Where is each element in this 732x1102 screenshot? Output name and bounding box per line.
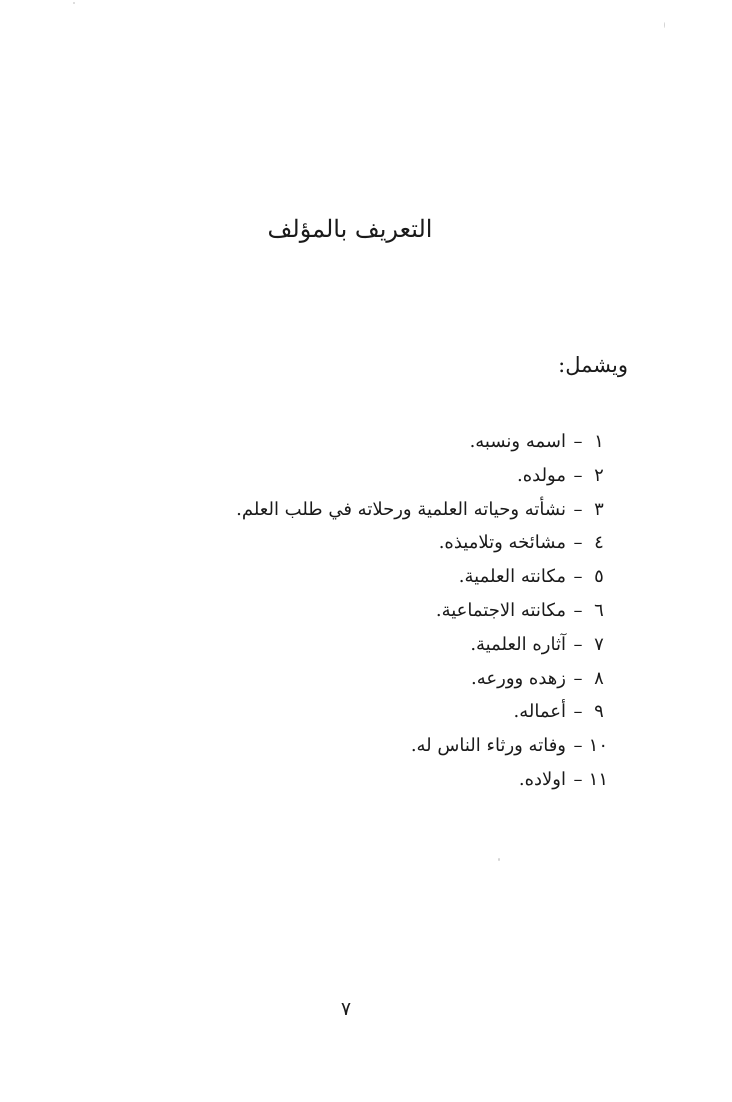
item-dash: – — [573, 768, 583, 790]
item-text: اسمه ونسبه. — [469, 431, 566, 452]
list-item — [236, 695, 608, 729]
item-number: ١١ — [588, 768, 608, 790]
item-number: ١٠ — [588, 735, 608, 757]
item-number: ٨ — [594, 667, 604, 689]
item-text: زهده وورعه. — [471, 667, 566, 689]
item-dash: – — [573, 464, 583, 486]
item-dash: – — [573, 431, 583, 452]
list-item — [236, 493, 608, 527]
item-text: مكانته الاجتماعية. — [435, 599, 566, 621]
intro-label: ويشمل: — [558, 353, 628, 377]
item-number: ٣ — [594, 498, 604, 520]
list-item — [236, 560, 608, 594]
scan-speck — [498, 858, 500, 861]
item-text: مكانته العلمية. — [458, 566, 566, 588]
item-text: اولاده. — [518, 768, 566, 790]
item-dash: – — [573, 633, 583, 655]
list-item — [236, 763, 608, 797]
item-number: ١ — [594, 431, 604, 452]
list-item — [236, 594, 608, 628]
item-dash: – — [573, 667, 583, 689]
item-dash: – — [573, 701, 583, 723]
list-item — [236, 425, 608, 459]
scan-speck — [664, 22, 665, 28]
page-title: التعريف بالمؤلف — [267, 215, 433, 243]
item-text: نشأته وحياته العلمية ورحلاته في طلب العلم. — [236, 498, 566, 520]
item-dash: – — [573, 599, 583, 621]
item-number: ٥ — [594, 566, 604, 588]
item-text: مشائخه وتلاميذه. — [438, 532, 566, 554]
item-dash: – — [573, 566, 583, 588]
item-number: ٤ — [594, 532, 604, 554]
item-text: أعماله. — [513, 701, 566, 723]
scan-speck — [73, 2, 75, 4]
item-dash: – — [573, 498, 583, 520]
list-item — [236, 459, 608, 493]
item-number: ٢ — [594, 464, 604, 486]
list-item — [236, 729, 608, 763]
item-dash: – — [573, 532, 583, 554]
page-number: ٧ — [340, 998, 352, 1020]
contents-list — [236, 425, 608, 797]
item-number: ٩ — [594, 701, 604, 723]
item-text: وفاته ورثاء الناس له. — [410, 735, 566, 757]
item-text: مولده. — [516, 464, 566, 486]
item-number: ٧ — [594, 633, 604, 655]
list-item — [236, 662, 608, 696]
item-dash: – — [573, 735, 583, 757]
item-number: ٦ — [594, 599, 604, 621]
list-item — [236, 526, 608, 560]
item-text: آثاره العلمية. — [470, 633, 566, 655]
list-item — [236, 628, 608, 662]
